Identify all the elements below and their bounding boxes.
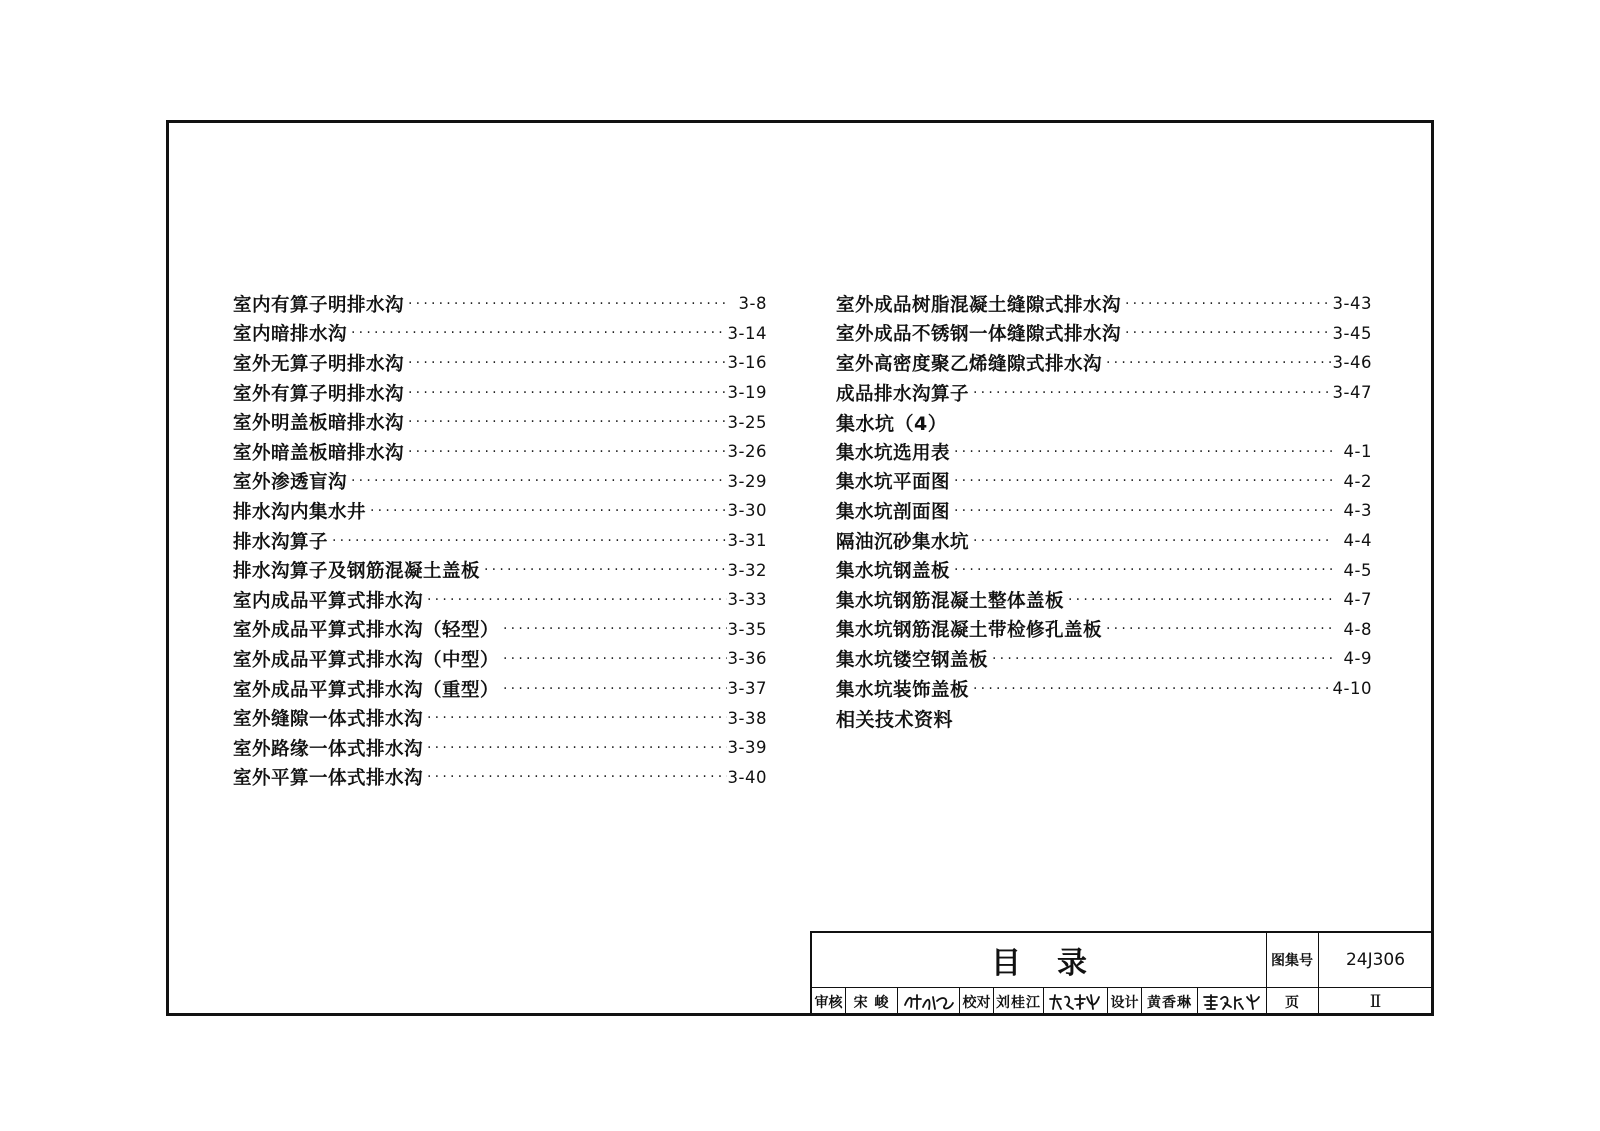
entry-title: 集水坑剖面图 (836, 501, 951, 523)
toc-right-entry (836, 289, 1372, 319)
signature-row (812, 988, 1267, 1016)
section-heading-sump-pit: 集水坑（4） (836, 412, 948, 435)
entry-title: 室内暗排水沟 (233, 324, 348, 346)
toc-left-entry (233, 615, 767, 645)
dot-leader (480, 562, 727, 578)
toc-right-entry (836, 319, 1372, 349)
entry-page-number: 4-2 (1343, 471, 1372, 491)
entry-page-number: 4-1 (1343, 442, 1372, 462)
entry-title: 室外明盖板暗排水沟 (233, 413, 405, 435)
toc-left-entry (233, 289, 767, 319)
entry-page-number: 3-25 (727, 412, 767, 432)
toc-pit-entry (836, 615, 1372, 645)
toc-left-entry (233, 526, 767, 556)
entry-title: 室内有算子明排水沟 (233, 294, 405, 316)
entry-page-number: 4-10 (1332, 679, 1372, 699)
entry-page-number: 4-7 (1343, 590, 1372, 610)
dot-leader (1102, 355, 1332, 371)
entry-page-number: 3-29 (727, 471, 767, 491)
entry-title: 室外有算子明排水沟 (233, 383, 405, 405)
entry-page-number: 4-5 (1343, 560, 1372, 580)
entry-page-number: 3-14 (727, 323, 767, 343)
dot-leader (423, 592, 727, 608)
entry-title: 集水坑钢盖板 (836, 561, 951, 583)
toc-right-entry (836, 378, 1372, 408)
entry-title: 室外成品平算式排水沟（重型） (233, 679, 500, 701)
toc-left-entry (233, 319, 767, 349)
entry-title: 室外路缘一体式排水沟 (233, 738, 424, 760)
toc-pit-entry (836, 437, 1372, 467)
dot-leader (499, 681, 727, 697)
entry-page-number: 3-26 (727, 442, 767, 462)
entry-title: 集水坑镂空钢盖板 (836, 649, 989, 671)
toc-pit-entry (836, 585, 1372, 615)
toc-left-entry (233, 555, 767, 585)
dot-leader (969, 385, 1332, 401)
entry-page-number: 3-19 (727, 383, 767, 403)
toc-left-entry (233, 674, 767, 704)
page-number: Ⅱ (1369, 992, 1382, 1012)
dot-leader (950, 562, 1332, 578)
entry-title: 排水沟内集水井 (233, 501, 367, 523)
entry-page-number: 3-36 (727, 649, 767, 669)
checker-name: 刘桂江 (994, 988, 1044, 1016)
entry-title: 室外渗透盲沟 (233, 472, 348, 494)
reviewer-name: 宋 峻 (846, 988, 898, 1016)
dot-leader (499, 651, 727, 667)
dot-leader (1121, 325, 1332, 341)
entry-page-number: 3-46 (1332, 353, 1372, 373)
dot-leader (328, 533, 727, 549)
drawing-title: 目录 (812, 933, 1267, 988)
entry-page-number: 3-30 (727, 501, 767, 521)
toc-left-entry (233, 348, 767, 378)
entry-page-number: 3-31 (727, 531, 767, 551)
entry-page-number: 3-40 (727, 767, 767, 787)
dot-leader (404, 385, 727, 401)
checker-signature (1044, 988, 1108, 1016)
dot-leader (950, 444, 1332, 460)
toc-left-entry (233, 763, 767, 793)
toc-left-entry (233, 733, 767, 763)
dot-leader (347, 325, 727, 341)
dot-leader (404, 414, 727, 430)
entry-title: 室内成品平算式排水沟 (233, 590, 424, 612)
toc-left-entry (233, 585, 767, 615)
dot-leader (1064, 592, 1332, 608)
dot-leader (347, 473, 727, 489)
dot-leader (404, 296, 727, 312)
entry-title: 集水坑平面图 (836, 472, 951, 494)
entry-page-number: 3-38 (727, 708, 767, 728)
dot-leader (988, 651, 1332, 667)
toc-pit-entry (836, 644, 1372, 674)
entry-page-number: 3-45 (1332, 323, 1372, 343)
entry-title: 室外成品树脂混凝土缝隙式排水沟 (836, 294, 1122, 316)
toc-left-entry (233, 496, 767, 526)
toc-pit-entry (836, 555, 1372, 585)
entry-page-number: 3-35 (727, 619, 767, 639)
designer-signature (1198, 988, 1266, 1016)
dot-leader (404, 355, 727, 371)
atlas-number-label: 图集号 (1266, 933, 1319, 988)
entry-page-number: 4-4 (1343, 531, 1372, 551)
entry-page-number: 3-32 (727, 560, 767, 580)
toc-right-entry (836, 348, 1372, 378)
entry-page-number: 4-3 (1343, 501, 1372, 521)
dot-leader (423, 740, 727, 756)
entry-page-number: 4-9 (1343, 649, 1372, 669)
entry-page-number: 3-8 (738, 294, 767, 314)
design-label: 设计 (1108, 988, 1142, 1016)
entry-title: 成品排水沟算子 (836, 383, 970, 405)
dot-leader (950, 503, 1332, 519)
toc-pit-entry (836, 526, 1372, 556)
entry-title: 隔油沉砂集水坑 (836, 531, 970, 553)
designer-name: 黄香琳 (1142, 988, 1198, 1016)
dot-leader (404, 444, 727, 460)
dot-leader (499, 621, 727, 637)
toc-left-entry (233, 378, 767, 408)
entry-page-number: 3-39 (727, 738, 767, 758)
toc-left-column (233, 289, 767, 792)
review-label: 审核 (812, 988, 846, 1016)
entry-title: 室外成品不锈钢一体缝隙式排水沟 (836, 324, 1122, 346)
toc-pit-entry (836, 674, 1372, 704)
entry-title: 室外成品平算式排水沟（轻型） (233, 620, 500, 642)
page-label: 页 (1266, 988, 1319, 1016)
dot-leader (1121, 296, 1332, 312)
check-label: 校对 (960, 988, 994, 1016)
section-heading-related-docs: 相关技术资料 (836, 708, 954, 731)
title-block (810, 931, 1434, 1016)
entry-title: 室外高密度聚乙烯缝隙式排水沟 (836, 353, 1103, 375)
entry-page-number: 3-37 (727, 679, 767, 699)
entry-title: 室外缝隙一体式排水沟 (233, 709, 424, 731)
toc-pit-entry (836, 496, 1372, 526)
atlas-number: 24J306 (1318, 933, 1433, 988)
dot-leader (423, 710, 727, 726)
entry-title: 室外暗盖板暗排水沟 (233, 442, 405, 464)
entry-page-number: 4-8 (1343, 619, 1372, 639)
toc-left-entry (233, 437, 767, 467)
entry-title: 室外无算子明排水沟 (233, 353, 405, 375)
entry-title: 集水坑钢筋混凝土带检修孔盖板 (836, 620, 1103, 642)
entry-title: 室外平算一体式排水沟 (233, 768, 424, 790)
entry-title: 集水坑选用表 (836, 442, 951, 464)
toc-left-entry (233, 467, 767, 497)
entry-page-number: 3-16 (727, 353, 767, 373)
entry-title: 集水坑装饰盖板 (836, 679, 970, 701)
entry-page-number: 3-47 (1332, 383, 1372, 403)
toc-left-entry (233, 407, 767, 437)
toc-pit-entry (836, 467, 1372, 497)
dot-leader (950, 473, 1332, 489)
dot-leader (366, 503, 727, 519)
entry-title: 排水沟算子及钢筋混凝土盖板 (233, 561, 481, 583)
entry-title: 排水沟算子 (233, 531, 329, 553)
entry-page-number: 3-33 (727, 590, 767, 610)
entry-title: 集水坑钢筋混凝土整体盖板 (836, 590, 1065, 612)
toc-left-entry (233, 703, 767, 733)
dot-leader (969, 681, 1332, 697)
toc-right-column (836, 289, 1372, 733)
dot-leader (1102, 621, 1332, 637)
dot-leader (969, 533, 1332, 549)
dot-leader (423, 769, 727, 785)
entry-title: 室外成品平算式排水沟（中型） (233, 649, 500, 671)
reviewer-signature (898, 988, 960, 1016)
toc-left-entry (233, 644, 767, 674)
entry-page-number: 3-43 (1332, 294, 1372, 314)
